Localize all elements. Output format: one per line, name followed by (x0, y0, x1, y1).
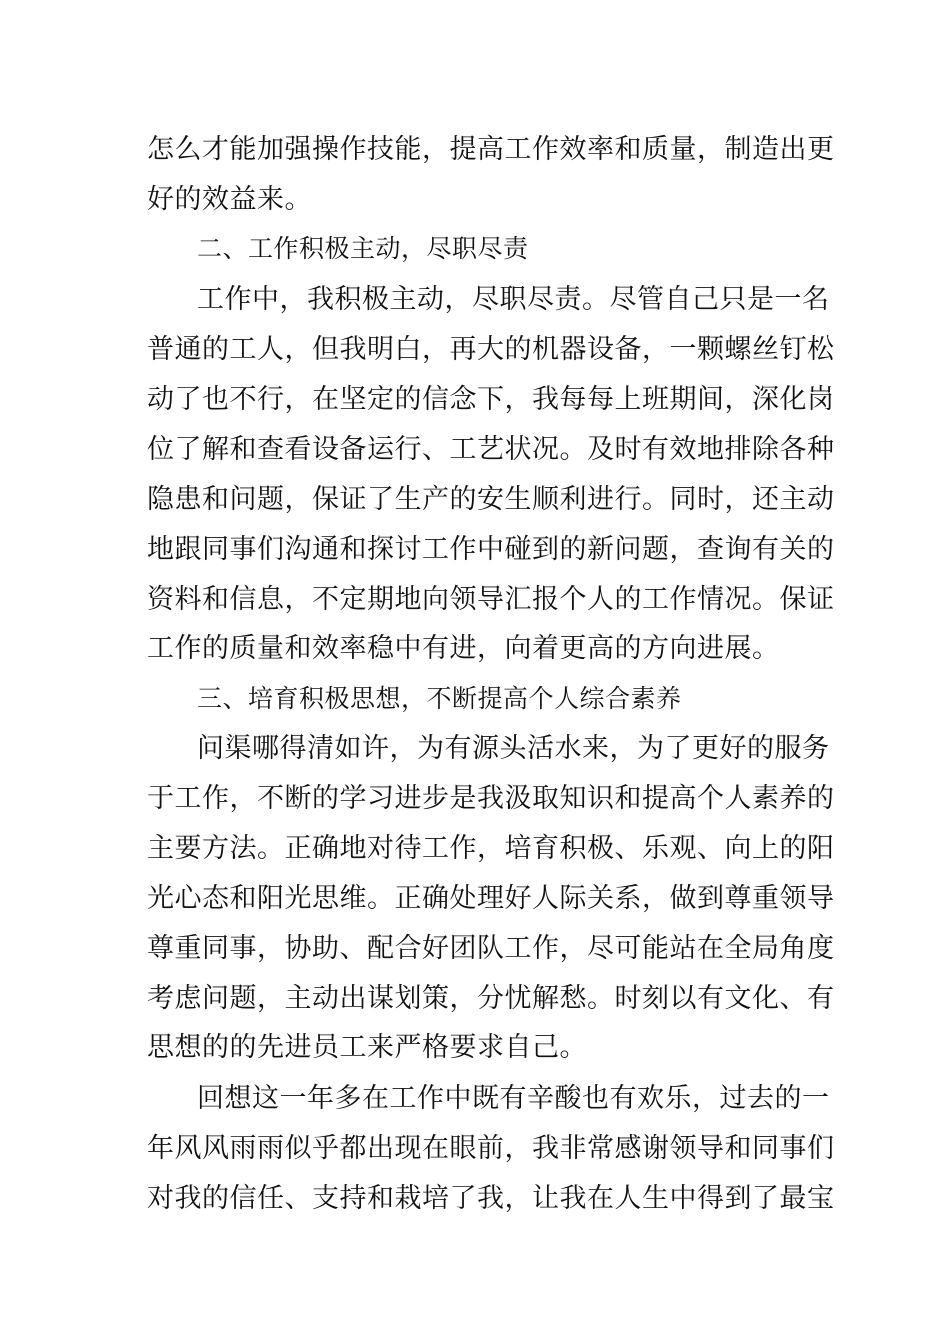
text-line: 年风风雨雨似乎都出现在眼前，我非常感谢领导和同事们 (147, 1133, 835, 1164)
section-heading-3: 三、培育积极思想，不断提高个人综合素养 (197, 684, 682, 713)
text-line: 地跟同事们沟通和探讨工作中碰到的新问题，查询有关的 (147, 534, 835, 565)
text-line: 隐患和问题，保证了生产的安生顺利进行。同时，还主动 (147, 484, 835, 515)
text-line: 考虑问题，主动出谋划策，分忧解愁。时刻以有文化、有 (147, 983, 835, 1014)
text-line: 光心态和阳光思维。正确处理好人际关系，做到尊重领导 (147, 883, 835, 914)
text-line: 位了解和查看设备运行、工艺状况。及时有效地排除各种 (147, 434, 835, 465)
text-line: 资料和信息，不定期地向领导汇报个人的工作情况。保证 (147, 584, 835, 615)
text-line: 回想这一年多在工作中既有辛酸也有欢乐，过去的一 (197, 1083, 830, 1114)
text-line: 工作中，我积极主动，尽职尽责。尽管自己只是一名 (197, 284, 830, 315)
section-heading-2: 二、工作积极主动，尽职尽责 (197, 234, 529, 263)
text-line: 好的效益来。 (147, 184, 312, 215)
text-line: 主要方法。正确地对待工作，培育积极、乐观、向上的阳 (147, 833, 835, 864)
text-line: 动了也不行，在坚定的信念下，我每每上班期间，深化岗 (147, 384, 835, 415)
text-line: 尊重同事，协助、配合好团队工作，尽可能站在全局角度 (147, 933, 835, 964)
text-line: 问渠哪得清如许，为有源头活水来，为了更好的服务 (197, 733, 830, 764)
text-line: 于工作，不断的学习进步是我汲取知识和提高个人素养的 (147, 783, 835, 814)
text-line: 工作的质量和效率稳中有进，向着更高的方向进展。 (147, 633, 780, 664)
text-line: 思想的的先进员工来严格要求自己。 (147, 1032, 587, 1063)
text-line: 普通的工人，但我明白，再大的机器设备，一颗螺丝钉松 (147, 334, 835, 365)
text-line: 对我的信任、支持和栽培了我，让我在人生中得到了最宝 (147, 1183, 835, 1214)
text-line: 怎么才能加强操作技能，提高工作效率和质量，制造出更 (147, 134, 835, 165)
